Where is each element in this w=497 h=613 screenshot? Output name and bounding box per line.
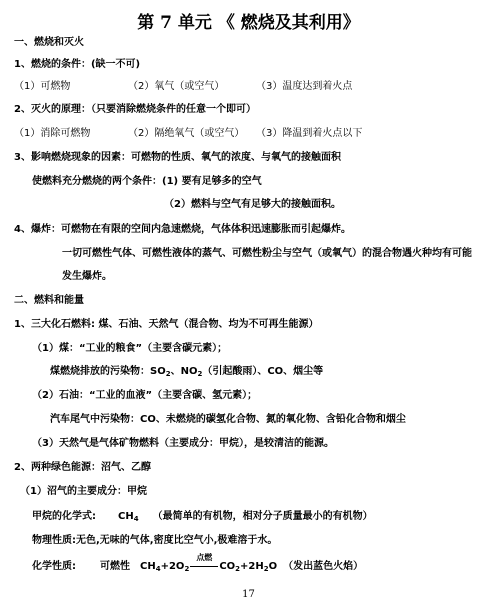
arrow-line bbox=[190, 566, 218, 567]
flammability-label: 可燃性 bbox=[100, 561, 130, 572]
fossil-fuels-line: 1、三大化石燃料: 煤、石油、天然气（混合物、均为不可再生能源） bbox=[14, 319, 319, 330]
burn-condition-heading: 1、燃烧的条件：(缺一不可) bbox=[14, 59, 141, 70]
no2-subscript: 2 bbox=[197, 370, 203, 378]
burn-condition-item-2: （2）氧气（或空气） bbox=[128, 81, 225, 92]
reactant-methane-subscript: 4 bbox=[155, 565, 161, 573]
product-co2-subscript: 2 bbox=[235, 565, 241, 573]
coal-pollutants-prefix: 煤燃烧排放的污染物：SO bbox=[50, 366, 166, 377]
burn-condition-item-3: （3）温度达到着火点 bbox=[256, 81, 353, 92]
page-title: 第 7 单元 《 燃烧及其利用》 bbox=[137, 13, 360, 33]
reaction-arrow bbox=[189, 553, 219, 573]
coal-line: （1）煤：“工业的粮食”（主要含碳元素）； bbox=[32, 343, 228, 354]
chemical-properties-label: 化学性质: bbox=[32, 561, 76, 572]
product-co2: CO bbox=[219, 561, 236, 572]
methane-formula-subscript: 4 bbox=[133, 515, 139, 523]
full-burn-conditions-line-2: （2）燃料与空气有足够大的接触面积。 bbox=[164, 199, 341, 210]
extinguish-item-3: （3）降温到着火点以下 bbox=[256, 128, 363, 139]
methane-formula: CH bbox=[118, 511, 134, 522]
methane-formula-note: （最简单的有机物，相对分子质量最小的有机物） bbox=[152, 511, 373, 522]
reactant-oxygen: +2O bbox=[160, 561, 185, 572]
methane-formula-line bbox=[32, 511, 373, 523]
reaction-condition: 点燃 bbox=[196, 553, 213, 562]
page-number: 17 bbox=[242, 589, 255, 600]
chemical-properties-line bbox=[32, 553, 364, 573]
burn-factors-line: 3、影响燃烧现象的因素：可燃物的性质、氧气的浓度、与氧气的接触面积 bbox=[14, 152, 341, 163]
coal-pollutants-suffix: （引起酸雨）、CO、烟尘等 bbox=[202, 366, 324, 377]
product-water: +2H bbox=[240, 561, 264, 572]
extinguish-item-2: （2）隔绝氧气（或空气） bbox=[128, 128, 245, 139]
explosion-detail-line-1: 一切可燃性气体、可燃性液体的蒸气、可燃性粉尘与空气（或氧气）的混合物遇火种均有可能 bbox=[62, 248, 472, 259]
biogas-line: （1）沼气的主要成分：甲烷 bbox=[20, 486, 147, 497]
full-burn-conditions-line: 使燃料充分燃烧的两个条件：(1) 要有足够多的空气 bbox=[32, 176, 262, 187]
explosion-detail-line-2: 发生爆炸。 bbox=[62, 271, 112, 282]
extinguish-item-1: （1）消除可燃物 bbox=[14, 128, 91, 139]
product-water-o: O bbox=[268, 561, 278, 572]
coal-pollutants-mid: 、NO bbox=[170, 366, 198, 377]
extinguish-principle-heading: 2、灭火的原理：（只要消除燃烧条件的任意一个即可） bbox=[14, 104, 256, 115]
explosion-line: 4、爆炸：可燃物在有限的空间内急速燃烧，气体体积迅速膨胀而引起爆炸。 bbox=[14, 224, 351, 235]
burn-condition-item-1: （1）可燃物 bbox=[14, 81, 71, 92]
so2-subscript: 2 bbox=[165, 370, 171, 378]
car-exhaust-line: 汽车尾气中污染物：CO、未燃烧的碳氢化合物、氮的氧化物、含铅化合物和烟尘 bbox=[50, 414, 406, 425]
section-heading-2: 二、燃料和能量 bbox=[14, 295, 84, 306]
physical-properties-line: 物理性质:无色,无味的气体,密度比空气小,极难溶于水。 bbox=[32, 535, 278, 546]
green-energy-line: 2、两种绿色能源：沼气、乙醇 bbox=[14, 462, 151, 473]
oil-line: （2）石油：“工业的血液”（主要含碳、氢元素）； bbox=[32, 390, 258, 401]
coal-pollutants-line bbox=[50, 366, 323, 378]
natural-gas-line: （3）天然气是气体矿物燃料（主要成分：甲烷），是较清洁的能源。 bbox=[32, 438, 334, 449]
reactant-methane: CH bbox=[140, 561, 156, 572]
reactant-oxygen-subscript: 2 bbox=[184, 565, 190, 573]
section-heading-1: 一、燃烧和灭火 bbox=[14, 37, 84, 48]
reaction-note: （发出蓝色火焰） bbox=[283, 561, 364, 572]
product-water-subscript: 2 bbox=[263, 565, 269, 573]
methane-formula-label: 甲烷的化学式: bbox=[32, 511, 96, 522]
